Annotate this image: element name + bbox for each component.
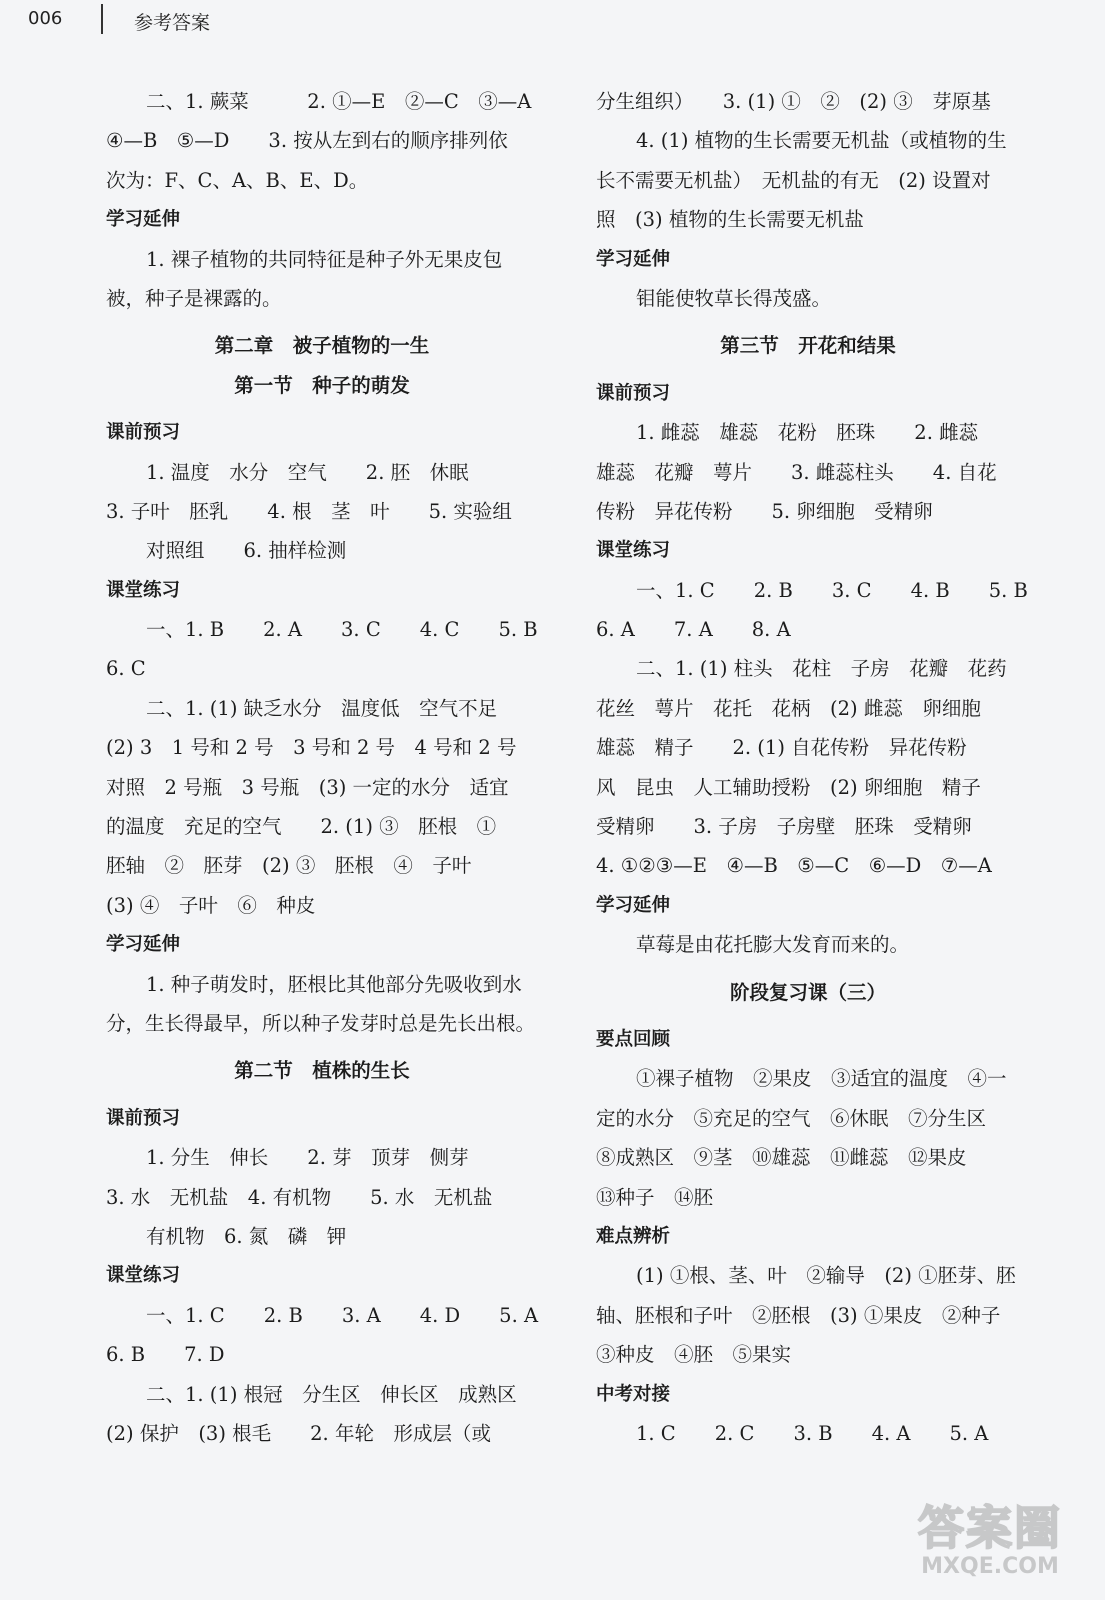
text-line: 3. 水 无机盐 4. 有机物 5. 水 无机盐 bbox=[106, 1185, 493, 1209]
text-line: 1. C 2. C 3. B 4. A 5. A bbox=[636, 1421, 989, 1445]
watermark-logo bbox=[895, 1502, 1085, 1586]
section-title: 第二节 植株的生长 bbox=[234, 1059, 410, 1083]
text-line: 受精卵 3. 子房 子房壁 胚珠 受精卵 bbox=[596, 815, 972, 839]
text-line: 定的水分 ⑤充足的空气 ⑥休眠 ⑦分生区 bbox=[596, 1106, 987, 1130]
text-line: 照 (3) 植物的生长需要无机盐 bbox=[596, 208, 864, 232]
text-line: 的温度 充足的空气 2. (1) ③ 胚根 ① bbox=[106, 815, 497, 839]
watermark-url: MXQE.COM bbox=[921, 1554, 1059, 1579]
subheading-study-extension: 学习延伸 bbox=[596, 894, 671, 916]
text-line: 3. 子叶 胚乳 4. 根 茎 叶 5. 实验组 bbox=[106, 499, 512, 523]
text-line: 轴、胚根和子叶 ②胚根 (3) ①果皮 ②种子 bbox=[596, 1303, 1001, 1327]
watermark-glyphs: 答案圈 bbox=[918, 1501, 1062, 1555]
text-line: 6. C bbox=[106, 657, 146, 681]
text-line: 次为：F、C、A、B、E、D。 bbox=[106, 168, 369, 192]
text-line: 被，种子是裸露的。 bbox=[106, 286, 282, 310]
text-line: ④—B ⑤—D 3. 按从左到右的顺序排列依 bbox=[106, 129, 508, 153]
text-line: 一、1. C 2. B 3. A 4. D 5. A bbox=[146, 1303, 539, 1327]
right-column bbox=[596, 82, 1028, 1453]
text-line: ①裸子植物 ②果皮 ③适宜的温度 ④一 bbox=[636, 1067, 1007, 1091]
text-line: 1. 裸子植物的共同特征是种子外无果皮包 bbox=[146, 247, 503, 271]
subheading-preview: 课前预习 bbox=[106, 1107, 181, 1129]
text-line: 对照 2 号瓶 3 号瓶 (3) 一定的水分 适宜 bbox=[106, 775, 509, 799]
section-title: 阶段复习课（三） bbox=[729, 980, 886, 1004]
text-line: 一、1. C 2. B 3. C 4. B 5. B bbox=[636, 578, 1028, 602]
text-line: 二、1. (1) 缺乏水分 温度低 空气不足 bbox=[146, 696, 498, 720]
subheading-practice: 课堂练习 bbox=[106, 579, 181, 601]
page-header bbox=[0, 0, 1105, 42]
left-column bbox=[106, 82, 538, 1453]
subheading-difficulty-analysis: 难点辨析 bbox=[596, 1225, 671, 1247]
text-line: (2) 3 1 号和 2 号 3 号和 2 号 4 号和 2 号 bbox=[106, 736, 517, 760]
text-line: 4. (1) 植物的生长需要无机盐（或植物的生 bbox=[636, 129, 1007, 153]
text-line: 1. 雌蕊 雄蕊 花粉 胚珠 2. 雌蕊 bbox=[636, 421, 979, 445]
text-line: 传粉 异花传粉 5. 卵细胞 受精卵 bbox=[596, 499, 933, 523]
header-title: 参考答案 bbox=[134, 12, 211, 34]
text-line: (3) ④ 子叶 ⑥ 种皮 bbox=[106, 893, 316, 917]
text-line: (2) 保护 (3) 根毛 2. 年轮 形成层（或 bbox=[106, 1421, 491, 1445]
text-line: ⑧成熟区 ⑨茎 ⑩雄蕊 ⑪雌蕊 ⑫果皮 bbox=[596, 1146, 967, 1170]
text-line: 草莓是由花托膨大发育而来的。 bbox=[636, 933, 910, 957]
text-line: 6. B 7. D bbox=[106, 1343, 225, 1367]
subheading-study-extension: 学习延伸 bbox=[106, 934, 181, 956]
text-line: ⑬种子 ⑭胚 bbox=[596, 1185, 714, 1209]
subheading-preview: 课前预习 bbox=[106, 422, 181, 444]
header-divider bbox=[101, 4, 103, 34]
text-line: 分生组织） 3. (1) ① ② (2) ③ 芽原基 bbox=[596, 90, 991, 113]
text-line: 1. 种子萌发时，胚根比其他部分先吸收到水 bbox=[146, 972, 522, 996]
text-line: 1. 分生 伸长 2. 芽 顶芽 侧芽 bbox=[146, 1146, 469, 1170]
text-line: 分，生长得最早，所以种子发芽时总是先长出根。 bbox=[106, 1011, 536, 1035]
text-line: 6. A 7. A 8. A bbox=[596, 618, 791, 642]
text-line: 钼能使牧草长得茂盛。 bbox=[636, 286, 832, 310]
subheading-study-extension: 学习延伸 bbox=[106, 209, 181, 231]
section-title: 第三节 开花和结果 bbox=[720, 334, 896, 358]
text-line: 风 昆虫 人工辅助授粉 (2) 卵细胞 精子 bbox=[596, 775, 981, 799]
page-number: 006 bbox=[28, 8, 63, 29]
text-line: 1. 温度 水分 空气 2. 胚 休眠 bbox=[146, 460, 469, 484]
text-line: 一、1. B 2. A 3. C 4. C 5. B bbox=[146, 618, 538, 642]
section-title: 第一节 种子的萌发 bbox=[234, 373, 410, 397]
text-line: ③种皮 ④胚 ⑤果实 bbox=[596, 1343, 792, 1367]
subheading-exam-connection: 中考对接 bbox=[596, 1383, 671, 1405]
text-line: 胚轴 ② 胚芽 (2) ③ 胚根 ④ 子叶 bbox=[106, 854, 472, 878]
text-line: 雄蕊 花瓣 萼片 3. 雌蕊柱头 4. 自花 bbox=[596, 460, 997, 484]
chapter-title: 第二章 被子植物的一生 bbox=[214, 334, 430, 358]
text-line: 对照组 6. 抽样检测 bbox=[146, 539, 347, 563]
subheading-study-extension: 学习延伸 bbox=[596, 248, 671, 270]
text-line: 有机物 6. 氮 磷 钾 bbox=[146, 1224, 347, 1248]
text-line: (1) ①根、茎、叶 ②输导 (2) ①胚芽、胚 bbox=[636, 1264, 1016, 1288]
subheading-practice: 课堂练习 bbox=[596, 540, 671, 562]
text-line: 二、1. 蕨菜 2. ①—E ②—C ③—A bbox=[146, 90, 532, 113]
text-line: 长不需要无机盐） 无机盐的有无 (2) 设置对 bbox=[596, 168, 991, 192]
text-line: 雄蕊 精子 2. (1) 自花传粉 异花传粉 bbox=[596, 736, 967, 760]
text-line: 花丝 萼片 花托 花柄 (2) 雌蕊 卵细胞 bbox=[596, 696, 981, 720]
text-line: 二、1. (1) 柱头 花柱 子房 花瓣 花药 bbox=[636, 657, 1007, 681]
text-line: 二、1. (1) 根冠 分生区 伸长区 成熟区 bbox=[146, 1382, 517, 1406]
subheading-practice: 课堂练习 bbox=[106, 1265, 181, 1287]
subheading-preview: 课前预习 bbox=[596, 382, 671, 404]
subheading-key-review: 要点回顾 bbox=[596, 1028, 671, 1050]
text-line: 4. ①②③—E ④—B ⑤—C ⑥—D ⑦—A bbox=[596, 854, 992, 878]
